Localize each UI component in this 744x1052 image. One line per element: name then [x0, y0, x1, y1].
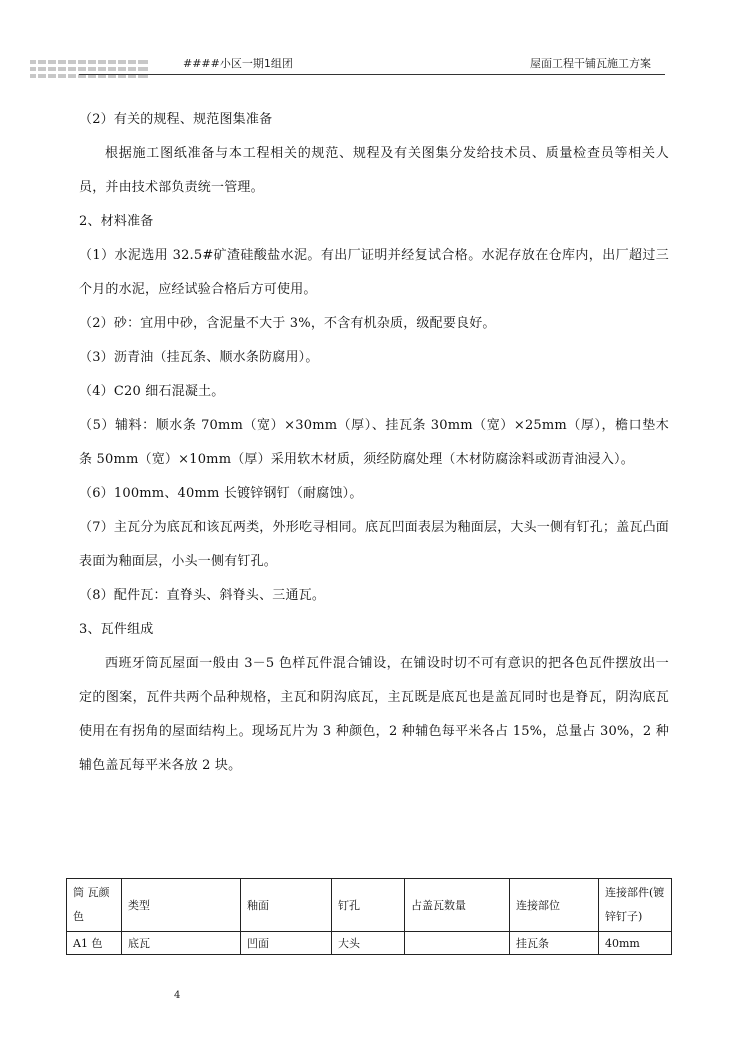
paragraph: （6）100mm、40mm 长镀锌钢钉（耐腐蚀）。: [79, 486, 363, 501]
table-cell: 凹面: [241, 932, 332, 955]
table-cell: 40mm: [599, 932, 672, 955]
tile-table: [66, 878, 672, 955]
paragraph: 根据施工图纸准备与本工程相关的规范、规程及有关图集分发给技术员、质量检查员等相关人员，并由技术部负责统一管理。: [79, 146, 669, 195]
header-right-title: 屋面工程干铺瓦施工方案: [530, 57, 651, 70]
paragraph: 西班牙筒瓦屋面一般由 3－5 色样瓦件混合铺设，在铺设时切不可有意识的把各色瓦件摆放出一定的图案，瓦件共两个品种规格，主瓦和阴沟底瓦，主瓦既是底瓦也是盖瓦同时也是脊瓦，阴沟底瓦使用在有拐角的屋面结构上。现场瓦片为 3 种颜色，2 种辅色每平米各占 15%，总量占 30%，2 种辅色盖瓦每平米各放 2 块。: [79, 656, 669, 773]
page-number: 4: [174, 990, 181, 1001]
paragraph: （1）水泥选用 32.5#矿渣硅酸盐水泥。有出厂证明并经复试合格。水泥存放在仓库内，出厂超过三个月的水泥，应经试验合格后方可使用。: [79, 248, 669, 297]
header-divider: [79, 74, 665, 75]
table-cell: A1 色: [67, 932, 122, 955]
table-row: [67, 932, 672, 955]
section-heading: 3、瓦件组成: [79, 622, 154, 637]
company-logo: [30, 60, 148, 80]
table-header-cell: 类型: [122, 879, 241, 932]
table-header-cell: 釉面: [241, 879, 332, 932]
document-body: [79, 103, 669, 783]
table-header-cell: 占盖瓦数量: [405, 879, 510, 932]
table-header-cell: 连接部件(镀锌钉子): [599, 879, 672, 932]
table-cell: 底瓦: [122, 932, 241, 955]
table-cell: [405, 932, 510, 955]
section-heading: 2、材料准备: [79, 214, 154, 229]
paragraph: （7）主瓦分为底瓦和该瓦两类，外形吃寻相同。底瓦凹面表层为釉面层，大头一侧有钉孔；盖瓦凸面表面为釉面层，小头一侧有钉孔。: [79, 520, 669, 569]
paragraph: （8）配件瓦：直脊头、斜脊头、三通瓦。: [79, 588, 326, 603]
paragraph: （5）辅料：顺水条 70mm（宽）×30mm（厚）、挂瓦条 30mm（宽）×25mm（厚），檐口垫木条 50mm（宽）×10mm（厚）采用软木材质，须经防腐处理（木材防腐涂料或沥青油浸入）。: [79, 418, 669, 467]
table-cell: 大头: [332, 932, 405, 955]
paragraph: （3）沥青油（挂瓦条、顺水条防腐用）。: [79, 350, 319, 365]
paragraph: （2）砂：宜用中砂，含泥量不大于 3%，不含有机杂质，级配要良好。: [79, 316, 496, 331]
paragraph: （4）C20 细石混凝土。: [79, 384, 225, 399]
table-header-cell: 连接部位: [510, 879, 599, 932]
table-header-row: [67, 879, 672, 932]
table-cell: 挂瓦条: [510, 932, 599, 955]
table-header-cell: 钉孔: [332, 879, 405, 932]
header-left-title: ####小区一期1组团: [183, 57, 293, 70]
paragraph: （2）有关的规程、规范图集准备: [79, 112, 273, 127]
table-header-cell: 筒 瓦颜色: [67, 879, 122, 932]
